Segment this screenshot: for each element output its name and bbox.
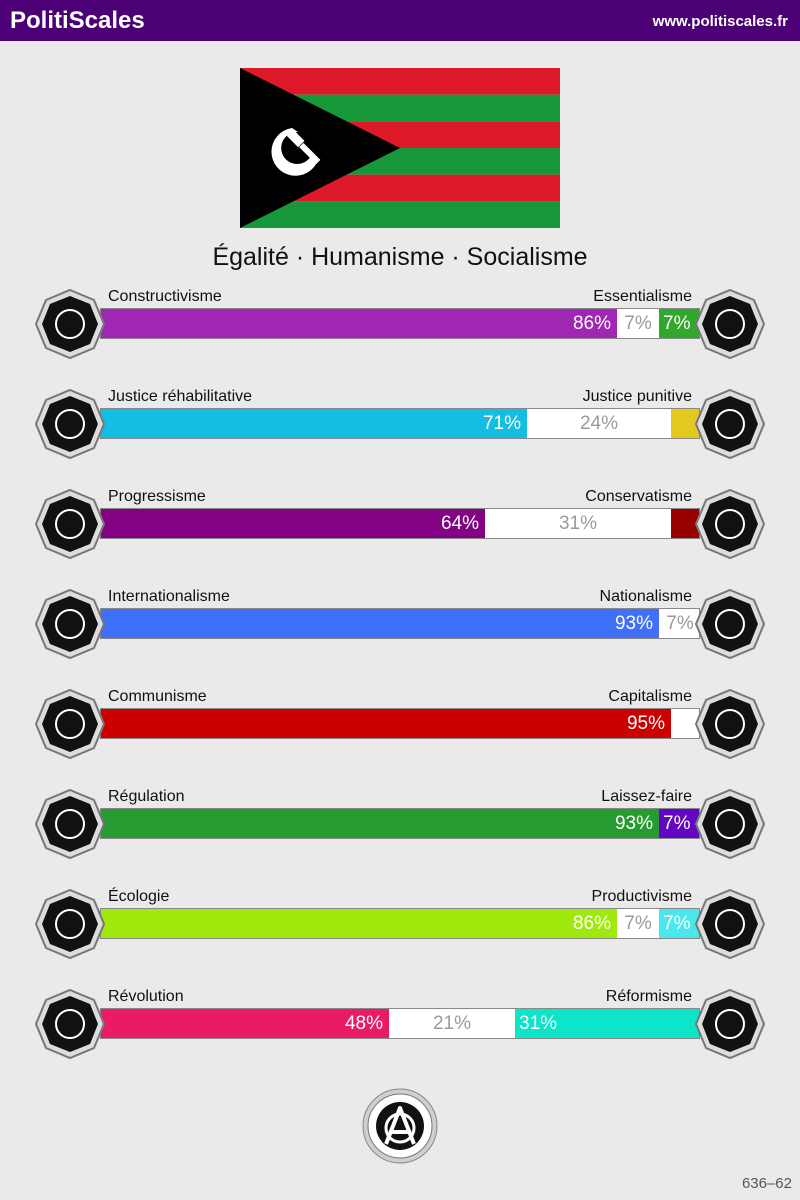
axis-label-right: Nationalisme <box>599 588 692 605</box>
ideology-tagline: Égalité · Humanisme · Socialisme <box>212 243 588 271</box>
hammer-sickle-icon <box>34 688 106 760</box>
axis-row-internationalism <box>0 588 800 668</box>
bar-segment-left <box>101 709 671 738</box>
axis-row-progress <box>0 488 800 568</box>
bar-segment-left <box>101 509 485 538</box>
bar-pct-right: 7% <box>663 913 691 934</box>
eye-mask-icon <box>34 288 106 360</box>
axis-bar <box>100 608 700 639</box>
axis-bar <box>100 908 700 939</box>
sprout-icon <box>34 888 106 960</box>
axis-label-left: Révolution <box>108 988 184 1005</box>
axis-label-left: Internationalisme <box>108 588 230 605</box>
brand-title[interactable]: PolitiScales <box>10 7 145 34</box>
axis-bar <box>100 408 700 439</box>
bar-pct-right: 7% <box>663 813 691 834</box>
bar-pct-right: 7% <box>663 313 691 334</box>
bar-segment-left <box>101 409 527 438</box>
quill-pen-icon <box>694 488 766 560</box>
dna-flower-icon <box>694 288 766 360</box>
bar-segment-left <box>101 609 659 638</box>
axis-label-right: Justice punitive <box>582 388 692 405</box>
axis-row-revolution <box>0 988 800 1068</box>
torch-icon <box>34 988 106 1060</box>
app-header <box>0 0 800 41</box>
axis-label-right: Conservatisme <box>585 488 692 505</box>
bar-pct-mid: 31% <box>558 513 598 534</box>
bar-segment-left <box>101 309 617 338</box>
axis-bar <box>100 808 700 839</box>
bar-pct-left: 86% <box>572 913 611 934</box>
bar-pct-right: 31% <box>519 1013 558 1034</box>
result-code: 636–62 <box>741 1175 792 1192</box>
bar-pct-mid: 7% <box>624 913 652 934</box>
ideology-flag <box>240 68 560 228</box>
axis-bar <box>100 508 700 539</box>
money-bag-icon <box>694 688 766 760</box>
handshake-icon <box>34 388 106 460</box>
axis-bar <box>100 1008 700 1039</box>
axis-bar <box>100 708 700 739</box>
bar-segment-left <box>101 809 659 838</box>
axis-row-justice <box>0 388 800 468</box>
axis-bar <box>100 308 700 339</box>
axis-label-right: Capitalisme <box>608 688 692 705</box>
bar-pct-mid: 7% <box>666 613 694 634</box>
prison-bars-icon <box>694 388 766 460</box>
bar-pct-left: 48% <box>344 1013 383 1034</box>
ruler-compass-icon <box>34 788 106 860</box>
axis-label-right: Productivisme <box>591 888 692 905</box>
bar-pct-left: 95% <box>626 713 665 734</box>
axis-row-communism <box>0 688 800 768</box>
anarchism-badge-icon <box>362 1088 438 1164</box>
flag-icon <box>694 588 766 660</box>
axis-label-left: Justice réhabilitative <box>108 388 253 405</box>
bar-pct-left: 86% <box>572 313 611 334</box>
site-url-link[interactable]: www.politiscales.fr <box>652 13 788 30</box>
bar-pct-mid: 24% <box>579 413 619 434</box>
ballot-icon <box>694 988 766 1060</box>
axis-label-left: Progressisme <box>108 488 206 505</box>
axis-row-constructivism <box>0 288 800 368</box>
bar-pct-mid: 21% <box>432 1013 472 1034</box>
axis-label-left: Communisme <box>108 688 207 705</box>
axis-label-left: Régulation <box>108 788 185 805</box>
bar-segment-left <box>101 909 617 938</box>
rocket-icon <box>34 488 106 560</box>
bar-pct-left: 64% <box>440 513 479 534</box>
axis-label-left: Constructivisme <box>108 288 222 305</box>
bar-pct-left: 93% <box>614 813 653 834</box>
axis-label-right: Réformisme <box>605 988 692 1005</box>
axis-row-ecology <box>0 888 800 968</box>
axis-label-right: Laissez-faire <box>601 788 692 805</box>
axis-row-regulation <box>0 788 800 868</box>
axis-label-left: Écologie <box>108 888 170 905</box>
butterfly-icon <box>694 788 766 860</box>
bar-pct-left: 71% <box>482 413 521 434</box>
bar-pct-mid: 7% <box>624 313 652 334</box>
axis-label-right: Essentialisme <box>593 288 692 305</box>
bar-pct-left: 93% <box>614 613 653 634</box>
globe-icon <box>34 588 106 660</box>
gear-icon <box>694 888 766 960</box>
